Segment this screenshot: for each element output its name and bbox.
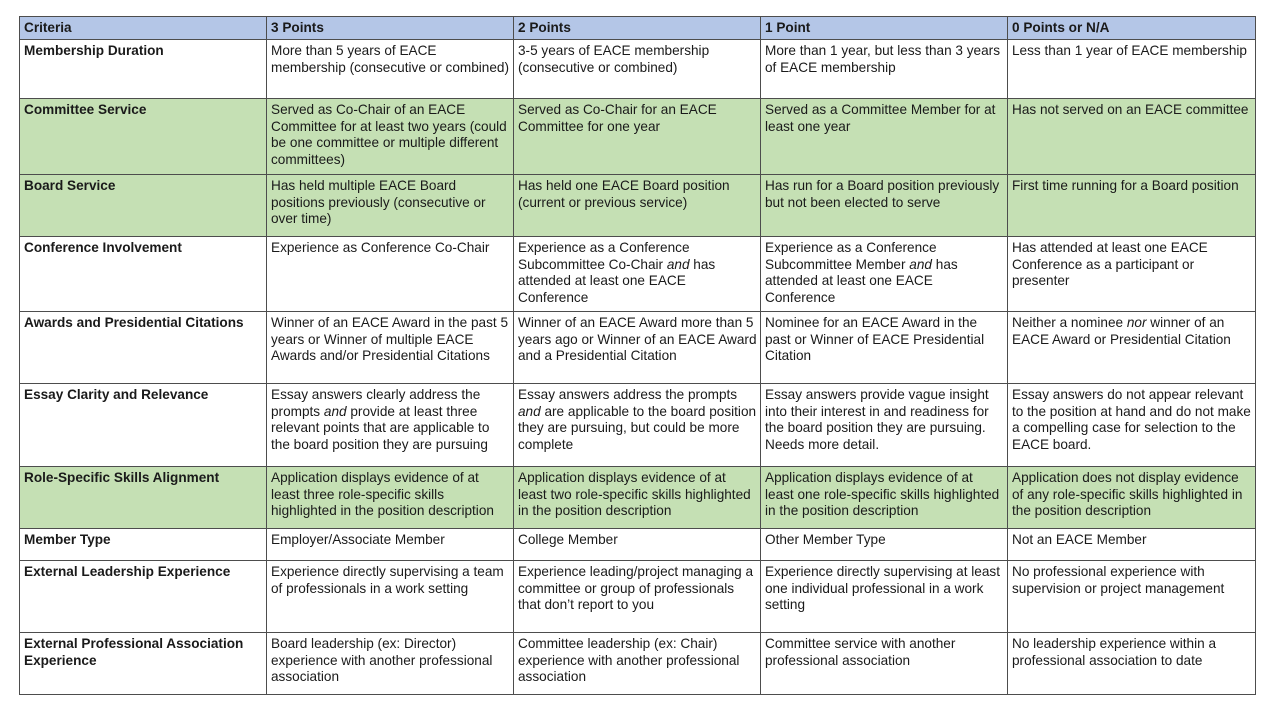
header-0-points: 0 Points or N/A (1008, 17, 1256, 40)
cell-text: Application displays evidence of at least three role-specific skills highlighted in the position description (271, 470, 494, 519)
criteria-cell: Essay Clarity and Relevance (20, 384, 267, 467)
score-cell-3-points (267, 99, 514, 175)
cell-text: No professional experience with supervision or project management (1012, 564, 1225, 596)
score-cell-0-points (1008, 633, 1256, 695)
score-cell-2-points (514, 312, 761, 384)
cell-text: Committee service with another professional association (765, 636, 956, 668)
table-row (20, 175, 1256, 237)
cell-text: College Member (518, 532, 618, 547)
emphasis-text: and (666, 256, 690, 272)
score-cell-2-points (514, 237, 761, 312)
cell-text: Served as Co-Chair for an EACE Committee for one year (518, 102, 717, 134)
criteria-cell: Committee Service (20, 99, 267, 175)
score-cell-0-points (1008, 40, 1256, 99)
cell-text: Has run for a Board position previously but not been elected to serve (765, 178, 1000, 210)
header-row (20, 17, 1256, 40)
cell-text: 3-5 years of EACE membership (consecutive or combined) (518, 43, 710, 75)
score-cell-3-points (267, 175, 514, 237)
cell-text: winner of an EACE Award or Presidential Citation (1012, 315, 1231, 347)
score-cell-1-point (761, 40, 1008, 99)
cell-text: Essay answers clearly address the prompts (271, 387, 481, 419)
cell-text: Essay answers provide vague insight into their interest in and readiness for the board position they are pursuing. Needs more detail. (765, 387, 989, 453)
score-cell-2-points (514, 40, 761, 99)
table-row (20, 529, 1256, 561)
score-cell-3-points (267, 633, 514, 695)
cell-text: has attended at least one EACE Conference (765, 256, 958, 306)
cell-text: First time running for a Board position (1012, 178, 1239, 193)
score-cell-1-point (761, 467, 1008, 529)
cell-text: Application displays evidence of at least two role-specific skills highlighted in the position description (518, 470, 751, 519)
score-cell-0-points (1008, 312, 1256, 384)
score-cell-0-points (1008, 175, 1256, 237)
cell-text: Winner of an EACE Award more than 5 years ago or Winner of an EACE Award and a Presidential Citation (518, 315, 757, 364)
criteria-cell: Conference Involvement (20, 237, 267, 312)
cell-text: Experience leading/project managing a committee or group of professionals that don’t report to you (518, 564, 754, 613)
scoring-rubric-table (19, 16, 1256, 695)
table-row (20, 384, 1256, 467)
score-cell-0-points (1008, 467, 1256, 529)
cell-text: Experience as a Conference Subcommittee Co-Chair (518, 240, 690, 272)
cell-text: More than 1 year, but less than 3 years of EACE membership (765, 43, 1001, 75)
criteria-cell: External Leadership Experience (20, 561, 267, 633)
cell-text: has attended at least one EACE Conference (518, 256, 716, 306)
criteria-cell: Membership Duration (20, 40, 267, 99)
cell-text: are applicable to the board position they are pursuing, but could be more complete (518, 403, 757, 453)
table-row (20, 312, 1256, 384)
cell-text: Application does not display evidence of any role-specific skills highlighted in the position description (1012, 470, 1243, 519)
score-cell-0-points (1008, 237, 1256, 312)
cell-text: Neither a nominee (1012, 315, 1127, 330)
cell-text: Essay answers do not appear relevant to the position at hand and do not make a compelling case for selection to the EACE board. (1012, 387, 1251, 453)
score-cell-2-points (514, 529, 761, 561)
header-2-points: 2 Points (514, 17, 761, 40)
score-cell-3-points (267, 529, 514, 561)
score-cell-3-points (267, 237, 514, 312)
cell-text: More than 5 years of EACE membership (consecutive or combined) (271, 43, 509, 75)
cell-text: Has held multiple EACE Board positions previously (consecutive or over time) (271, 178, 486, 227)
score-cell-2-points (514, 561, 761, 633)
score-cell-1-point (761, 633, 1008, 695)
score-cell-1-point (761, 561, 1008, 633)
criteria-cell: Role-Specific Skills Alignment (20, 467, 267, 529)
cell-text: Experience directly supervising a team of professionals in a work setting (271, 564, 504, 596)
score-cell-2-points (514, 384, 761, 467)
criteria-cell: Board Service (20, 175, 267, 237)
cell-text: Essay answers address the prompts (518, 387, 738, 402)
cell-text: Application displays evidence of at least one role-specific skills highlighted in the position description (765, 470, 1000, 519)
score-cell-2-points (514, 467, 761, 529)
score-cell-1-point (761, 384, 1008, 467)
cell-text: Winner of an EACE Award in the past 5 years or Winner of multiple EACE Awards and/or Presidential Citations (271, 315, 509, 364)
score-cell-2-points (514, 633, 761, 695)
header-3-points: 3 Points (267, 17, 514, 40)
emphasis-text: and (323, 403, 347, 419)
score-cell-1-point (761, 237, 1008, 312)
header-criteria: Criteria (20, 17, 267, 40)
score-cell-3-points (267, 467, 514, 529)
score-cell-0-points (1008, 529, 1256, 561)
table-row (20, 467, 1256, 529)
score-cell-2-points (514, 99, 761, 175)
score-cell-3-points (267, 384, 514, 467)
table-header (20, 17, 1256, 40)
score-cell-0-points (1008, 561, 1256, 633)
table-row (20, 561, 1256, 633)
emphasis-text: and (518, 403, 541, 419)
cell-text: Experience as Conference Co-Chair (271, 240, 490, 255)
cell-text: No leadership experience within a professional association to date (1012, 636, 1217, 668)
criteria-cell: External Professional Association Experience (20, 633, 267, 695)
cell-text: Nominee for an EACE Award in the past or Winner of EACE Presidential Citation (765, 315, 985, 364)
score-cell-1-point (761, 175, 1008, 237)
cell-text: Experience as a Conference Subcommittee Member (765, 240, 937, 272)
table-row (20, 237, 1256, 312)
cell-text: Experience directly supervising at least one individual professional in a work setting (765, 564, 1000, 613)
score-cell-0-points (1008, 384, 1256, 467)
table-row (20, 40, 1256, 99)
cell-text: Has held one EACE Board position (current or previous service) (518, 178, 730, 210)
cell-text: Not an EACE Member (1012, 532, 1147, 547)
score-cell-1-point (761, 99, 1008, 175)
header-1-point: 1 Point (761, 17, 1008, 40)
cell-text: Other Member Type (765, 532, 886, 547)
cell-text: Served as a Committee Member for at least one year (765, 102, 996, 134)
cell-text: Has not served on an EACE committee (1012, 102, 1249, 117)
cell-text: Less than 1 year of EACE membership (1012, 43, 1247, 58)
score-cell-3-points (267, 312, 514, 384)
emphasis-text: and (909, 256, 932, 272)
score-cell-1-point (761, 312, 1008, 384)
table-row (20, 99, 1256, 175)
cell-text: Board leadership (ex: Director) experience with another professional association (271, 636, 493, 685)
score-cell-0-points (1008, 99, 1256, 175)
criteria-cell: Awards and Presidential Citations (20, 312, 267, 384)
score-cell-2-points (514, 175, 761, 237)
score-cell-1-point (761, 529, 1008, 561)
cell-text: provide at least three relevant points that are applicable to the board position they are pursuing (271, 403, 490, 453)
score-cell-3-points (267, 561, 514, 633)
emphasis-text: nor (1126, 315, 1147, 330)
table-body (20, 40, 1256, 695)
criteria-cell: Member Type (20, 529, 267, 561)
cell-text: Committee leadership (ex: Chair) experience with another professional association (518, 636, 740, 685)
table-row (20, 633, 1256, 695)
score-cell-3-points (267, 40, 514, 99)
cell-text: Served as Co-Chair of an EACE Committee for at least two years (could be one committee or multiple different committees) (271, 102, 507, 168)
cell-text: Has attended at least one EACE Conference as a participant or presenter (1012, 240, 1208, 289)
cell-text: Employer/Associate Member (271, 532, 445, 547)
